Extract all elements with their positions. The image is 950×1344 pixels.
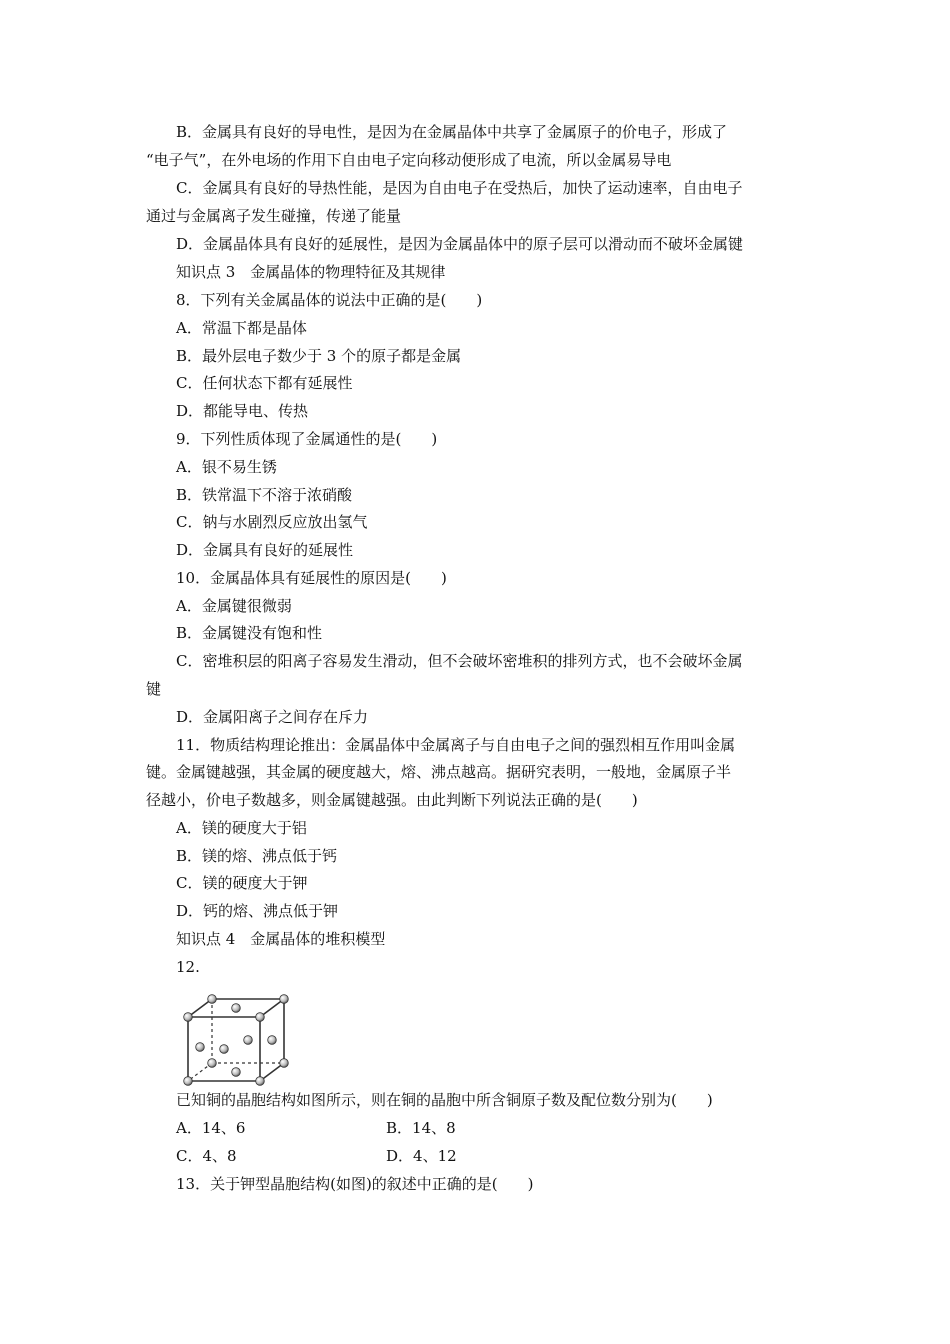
- q9-option-c: C．钠与水剧烈反应放出氢气: [176, 513, 368, 531]
- q8-option-c: C．任何状态下都有延展性: [176, 374, 353, 392]
- section-heading-3: 知识点 3 金属晶体的物理特征及其规律: [176, 263, 446, 281]
- fcc-unit-cell-figure: [180, 993, 300, 1089]
- q10-option-a: A．金属键很微弱: [176, 597, 292, 615]
- q11-option-c: C．镁的硬度大于钾: [176, 874, 308, 892]
- q8-option-a: A．常温下都是晶体: [176, 319, 307, 337]
- q9-option-a: A．银不易生锈: [176, 458, 277, 476]
- q9-option-d: D．金属具有良好的延展性: [176, 541, 354, 559]
- q7-option-b-cont: “电子气”，在外电场的作用下自由电子定向移动便形成了电流，所以金属易导电: [146, 151, 672, 169]
- question-9: 9．下列性质体现了金属通性的是( ): [176, 430, 438, 448]
- question-11: 11．物质结构理论推出：金属晶体中金属离子与自由电子之间的强烈相互作用叫金属: [176, 736, 736, 754]
- question-10: 10．金属晶体具有延展性的原因是( ): [176, 569, 447, 587]
- q11-option-a: A．镁的硬度大于铝: [176, 819, 307, 837]
- q11-option-b: B．镁的熔、沸点低于钙: [176, 847, 338, 865]
- q8-option-d: D．都能导电、传热: [176, 402, 309, 420]
- q7-option-c-cont: 通过与金属离子发生碰撞，传递了能量: [146, 207, 402, 225]
- question-11-cont-1: 键。金属键越强，其金属的硬度越大，熔、沸点越高。据研究表明，一般地，金属原子半: [146, 763, 732, 781]
- question-11-cont-2: 径越小，价电子数越多，则金属键越强。由此判断下列说法正确的是( ): [146, 791, 638, 809]
- q7-option-b: B．金属具有良好的导电性，是因为在金属晶体中共享了金属原子的价电子，形成了: [176, 123, 728, 141]
- q10-option-d: D．金属阳离子之间存在斥力: [176, 708, 369, 726]
- q8-option-b: B．最外层电子数少于 3 个的原子都是金属: [176, 347, 462, 365]
- q7-option-d: D．金属晶体具有良好的延展性，是因为金属晶体中的原子层可以滑动而不破坏金属键: [176, 235, 744, 253]
- q12-option-c: C．4、8: [176, 1147, 237, 1165]
- q7-option-c: C．金属具有良好的导热性能，是因为自由电子在受热后，加快了运动速率，自由电子: [176, 179, 743, 197]
- question-8: 8．下列有关金属晶体的说法中正确的是( ): [176, 291, 483, 309]
- question-12-number: 12.: [176, 958, 200, 976]
- q12-option-b: B．14、8: [386, 1119, 456, 1137]
- section-heading-4: 知识点 4 金属晶体的堆积模型: [176, 930, 386, 948]
- q12-option-a: A．14、6: [176, 1119, 246, 1137]
- q10-option-b: B．金属键没有饱和性: [176, 624, 323, 642]
- question-13: 13．关于钾型晶胞结构(如图)的叙述中正确的是( ): [176, 1175, 534, 1193]
- question-12-text: 已知铜的晶胞结构如图所示，则在铜的晶胞中所含铜原子数及配位数分别为( ): [176, 1091, 713, 1109]
- q10-option-c-cont: 键: [146, 680, 162, 698]
- q9-option-b: B．铁常温下不溶于浓硝酸: [176, 486, 353, 504]
- q12-option-d: D．4、12: [386, 1147, 457, 1165]
- q11-option-d: D．钙的熔、沸点低于钾: [176, 902, 339, 920]
- q10-option-c: C．密堆积层的阳离子容易发生滑动，但不会破坏密堆积的排列方式，也不会破坏金属: [176, 652, 743, 670]
